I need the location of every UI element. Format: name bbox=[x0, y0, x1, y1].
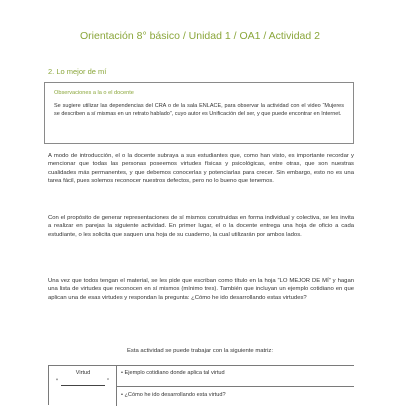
matrix-virtue-cell bbox=[49, 366, 117, 406]
matrix-bullet-development: • ¿Cómo he ido desarrollando esta virtud? bbox=[121, 392, 226, 398]
section-heading: 2. Lo mejor de mí bbox=[48, 67, 107, 76]
teacher-note-box bbox=[44, 82, 354, 144]
matrix-intro: Esta actividad se puede trabajar con la siguiente matriz: bbox=[126, 348, 274, 354]
paragraph-activity: Con el propósito de generar representaciones de sí mismos construidas en forma individual y colectiva, se les invita a realizar en parejas la siguiente actividad. En primer lugar, el o la docente entrega una hoja de oficio a cada estudiante, o les solicita que saquen una hoja de su cuaderno, la cual utilizarán por ambos lados. bbox=[48, 215, 354, 238]
matrix-row-divider bbox=[117, 386, 354, 387]
paragraph-intro: A modo de introducción, el o la docente subraya a sus estudiantes que, como han visto, es importante recordar y mencionar que todas las personas poseemos virtudes físicas y psicológicas, entre otras, que son nuestras cualidades más permanentes, y que debemos conocerlas y potenciarlas para crecer. Sin embargo, esto no es una tarea fácil, pues solemos reconocer nuestros defectos, pero no lo bueno que tenemos. bbox=[48, 153, 354, 184]
virtue-label: Virtud bbox=[75, 370, 91, 376]
virtue-blank-line bbox=[61, 385, 105, 386]
virtue-matrix bbox=[48, 365, 354, 405]
teacher-note-title: Observaciones a la o el docente bbox=[54, 90, 134, 96]
quote-open: “ bbox=[56, 379, 58, 385]
quote-close: ” bbox=[107, 379, 109, 385]
paragraph-instructions: Una vez que todos tengan el material, se les pide que escriban como título en la hoja “LO MEJOR DE MÍ” y hagan una lista de virtudes que reconocen en sí mismos (mínimo tres). También que incluyan un ejemplo cotidiano en que aplican una de esas virtudes y respondan la pregunta: ¿Cómo he ido desarrollando estas virtudes? bbox=[48, 278, 354, 301]
matrix-bullet-example: • Ejemplo cotidiano donde aplica tal virtud bbox=[121, 370, 225, 376]
page-title: Orientación 8° básico / Unidad 1 / OA1 / Actividad 2 bbox=[80, 30, 320, 42]
teacher-note-text: Se sugiere utilizar las dependencias del CRA o de la sala ENLACE, para observar la actividad con el video “Mujeres se describen a sí mismas en un retrato hablado”, cuyo autor es Unificación del ser, y que puede encontrar en Internet. bbox=[54, 103, 344, 118]
